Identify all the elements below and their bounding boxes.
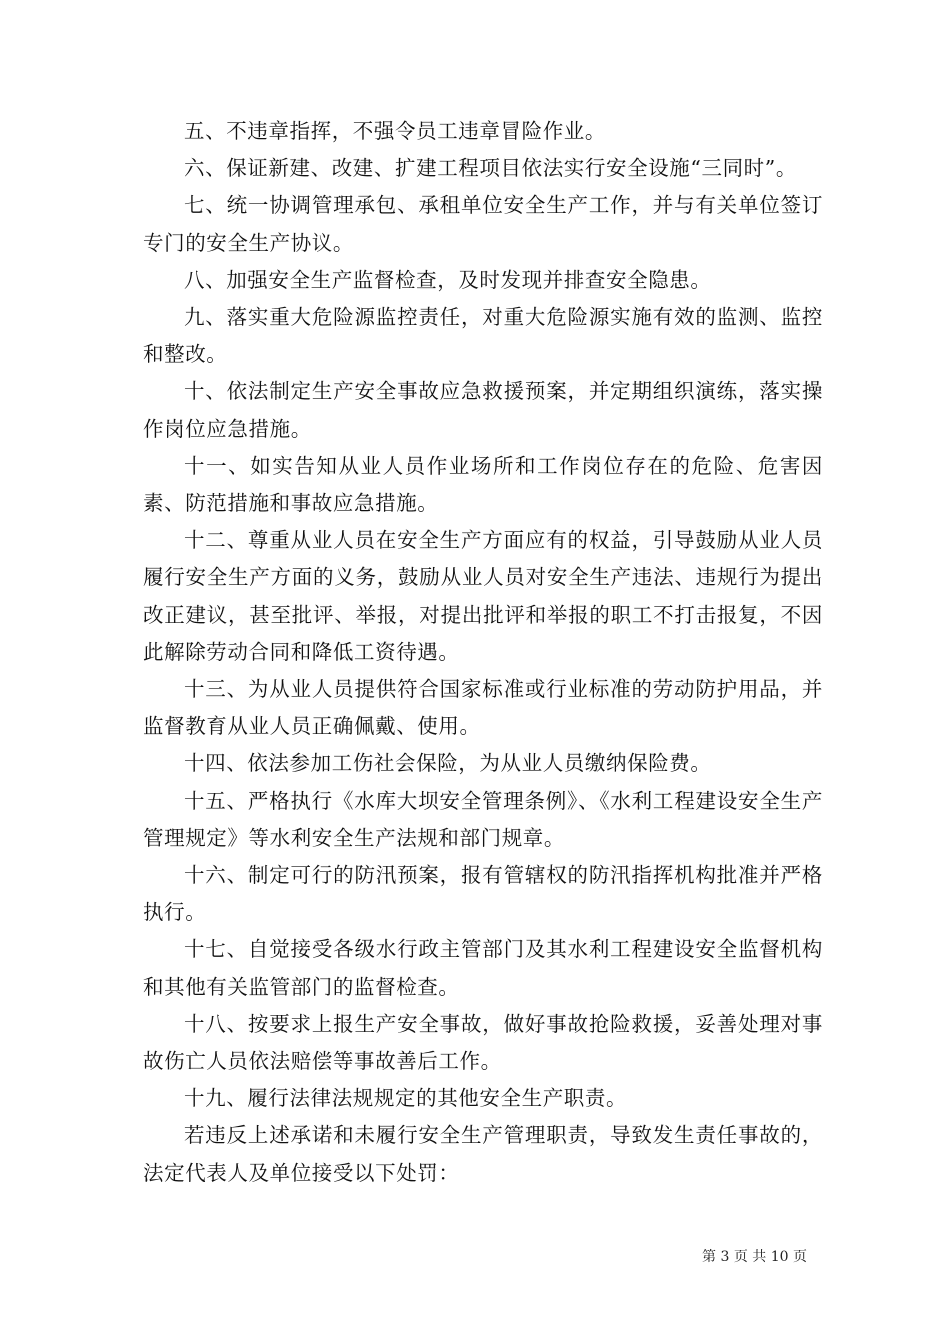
page-number: 第 3 页 共 10 页 [702,1249,807,1265]
paragraph-item-12: 十二、尊重从业人员在安全生产方面应有的权益，引导鼓励从业人员履行安全生产方面的义务，鼓励从业人员对安全生产违法、违规行为提出改正建议，甚至批评、举报，对提出批评和举报的职工不打击报复，不因此解除劳动合同和降低工资待遇。 [143,528,823,664]
paragraph-item-8: 八、加强安全生产监督检查，及时发现并排查安全隐患。 [184,267,712,292]
paragraph-item-7: 七、统一协调管理承包、承租单位安全生产工作，并与有关单位签订专门的安全生产协议。 [143,193,823,255]
paragraph-item-14: 十四、依法参加工伤社会保险，为从业人员缴纳保险费。 [184,751,712,776]
paragraph-item-6: 六、保证新建、改建、扩建工程项目依法实行安全设施“三同时”。 [184,156,797,181]
paragraph-item-11: 十一、如实告知从业人员作业场所和工作岗位存在的危险、危害因素、防范措施和事故应急措施。 [143,453,823,516]
document-body [143,113,823,1192]
paragraph-item-16: 十六、制定可行的防汛预案，报有管辖权的防汛指挥机构批准并严格执行。 [143,863,823,925]
paragraph-item-9: 九、落实重大危险源监控责任，对重大危险源实施有效的监测、监控和整改。 [143,305,823,367]
paragraph-penalty-clause: 若违反上述承诺和未履行安全生产管理职责，导致发生责任事故的，法定代表人及单位接受以下处罚： [143,1123,823,1185]
paragraph-item-19: 十九、履行法律法规规定的其他安全生产职责。 [184,1086,628,1111]
paragraph-item-13: 十三、为从业人员提供符合国家标准或行业标准的劳动防护用品，并监督教育从业人员正确佩戴、使用。 [143,677,823,739]
paragraph-item-15: 十五、严格执行《水库大坝安全管理条例》、《水利工程建设安全生产管理规定》等水利安全生产法规和部门规章。 [143,788,823,850]
paragraph-item-18: 十八、按要求上报生产安全事故，做好事故抢险救援，妥善处理对事故伤亡人员依法赔偿等事故善后工作。 [143,1011,823,1074]
paragraph-item-10: 十、依法制定生产安全事故应急救援预案，并定期组织演练，落实操作岗位应急措施。 [143,379,823,441]
paragraph-item-5: 五、不违章指挥，不强令员工违章冒险作业。 [184,119,606,143]
paragraph-item-17: 十七、自觉接受各级水行政主管部门及其水利工程建设安全监督机构和其他有关监管部门的监督检查。 [143,937,823,999]
